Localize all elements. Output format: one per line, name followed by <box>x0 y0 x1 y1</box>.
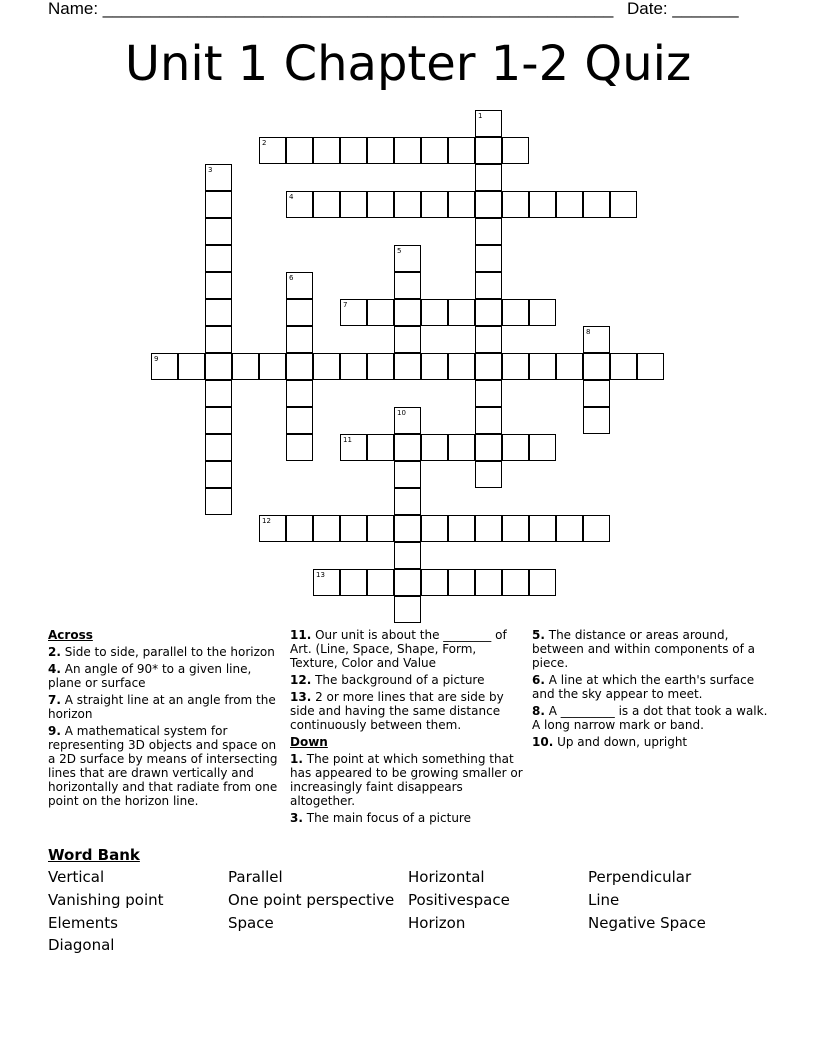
crossword-cell[interactable] <box>421 434 448 461</box>
crossword-cell[interactable] <box>556 353 583 380</box>
crossword-cell[interactable] <box>448 299 475 326</box>
clue-down-10: 10. Up and down, upright <box>532 735 688 749</box>
clue-down-1: 1. The point at which something that has appeared to be growing smaller or increasingly faint disappears altogether. <box>290 752 523 808</box>
crossword-cell[interactable] <box>394 299 421 326</box>
crossword-cell[interactable] <box>421 353 448 380</box>
crossword-cell[interactable] <box>394 407 421 434</box>
clue-number: 2 <box>262 139 267 147</box>
crossword-cell[interactable] <box>313 515 340 542</box>
crossword-cell[interactable] <box>205 380 232 407</box>
crossword-cell[interactable] <box>286 353 313 380</box>
crossword-cell[interactable] <box>394 515 421 542</box>
word-bank-item: Line <box>588 891 620 909</box>
crossword-cell[interactable] <box>448 137 475 164</box>
crossword-cell[interactable] <box>367 299 394 326</box>
word-bank-title: Word Bank <box>48 846 140 864</box>
clue-down-3: 3. The main focus of a picture <box>290 811 471 825</box>
word-bank-item: Perpendicular <box>588 868 692 886</box>
word-bank-item: Vanishing point <box>48 891 164 909</box>
crossword-cell[interactable] <box>286 191 313 218</box>
crossword-cell[interactable] <box>475 353 502 380</box>
crossword-cell[interactable] <box>205 488 232 515</box>
word-bank-item: Space <box>228 914 274 932</box>
crossword-cell[interactable] <box>502 434 529 461</box>
clue-column-3 <box>532 628 768 752</box>
clue-number: 1 <box>478 112 483 120</box>
crossword-cell[interactable] <box>448 191 475 218</box>
crossword-cell[interactable] <box>340 434 367 461</box>
crossword-cell[interactable] <box>475 299 502 326</box>
clue-across-2: 2. Side to side, parallel to the horizon <box>48 645 275 659</box>
word-bank-item: Negative Space <box>588 914 706 932</box>
crossword-cell[interactable] <box>313 191 340 218</box>
crossword-cell[interactable] <box>556 515 583 542</box>
clue-across-13: 13. 2 or more lines that are side by side and having the same distance continuously between them. <box>290 690 504 732</box>
crossword-cell[interactable] <box>475 272 502 299</box>
crossword-cell[interactable] <box>151 353 178 380</box>
crossword-cell[interactable] <box>340 191 367 218</box>
crossword-cell[interactable] <box>502 569 529 596</box>
crossword-cell[interactable] <box>475 191 502 218</box>
crossword-cell[interactable] <box>421 299 448 326</box>
page-title: Unit 1 Chapter 1-2 Quiz <box>124 36 692 92</box>
clue-across-9: 9. A mathematical system for representing 3D objects and space on a 2D surface by means of intersecting lines that are drawn vertically and horizontally and that radiate from one point on the horizon line. <box>48 724 278 808</box>
crossword-cell[interactable] <box>421 569 448 596</box>
crossword-cell[interactable] <box>259 353 286 380</box>
crossword-cell[interactable] <box>475 515 502 542</box>
crossword-cell[interactable] <box>394 488 421 515</box>
crossword-cell[interactable] <box>529 191 556 218</box>
crossword-cell[interactable] <box>448 515 475 542</box>
clue-number: 5 <box>397 247 402 255</box>
crossword-cell[interactable] <box>475 569 502 596</box>
crossword-cell[interactable] <box>286 434 313 461</box>
clue-number: 4 <box>289 193 294 201</box>
crossword-cell[interactable] <box>286 272 313 299</box>
crossword-cell[interactable] <box>286 380 313 407</box>
clue-number: 11 <box>343 436 352 444</box>
date-field[interactable]: Date: _______ <box>627 0 739 18</box>
crossword-cell[interactable] <box>583 326 610 353</box>
crossword-cell[interactable] <box>394 272 421 299</box>
crossword-cell[interactable] <box>529 434 556 461</box>
crossword-cell[interactable] <box>502 515 529 542</box>
crossword-cell[interactable] <box>205 434 232 461</box>
crossword-cell[interactable] <box>340 353 367 380</box>
clue-number: 3 <box>208 166 213 174</box>
crossword-cell[interactable] <box>583 380 610 407</box>
crossword-cell[interactable] <box>583 353 610 380</box>
crossword-cell[interactable] <box>637 353 664 380</box>
crossword-cell[interactable] <box>394 569 421 596</box>
crossword-cell[interactable] <box>394 596 421 623</box>
crossword-cell[interactable] <box>367 434 394 461</box>
crossword-cell[interactable] <box>394 326 421 353</box>
word-bank-item: Elements <box>48 914 118 932</box>
crossword-cell[interactable] <box>529 353 556 380</box>
crossword-cell[interactable] <box>205 407 232 434</box>
crossword-cell[interactable] <box>502 299 529 326</box>
clue-number: 6 <box>289 274 294 282</box>
clue-down-8: 8. A _________ is a dot that took a walk. A long narrow mark or band. <box>532 704 768 732</box>
across-heading: Across <box>48 628 93 642</box>
crossword-cell[interactable] <box>394 137 421 164</box>
crossword-cell[interactable] <box>259 137 286 164</box>
crossword-cell[interactable] <box>313 569 340 596</box>
crossword-cell[interactable] <box>583 407 610 434</box>
crossword-cell[interactable] <box>178 353 205 380</box>
crossword-cell[interactable] <box>394 245 421 272</box>
crossword-cell[interactable] <box>286 515 313 542</box>
name-field[interactable]: Name: ______________________________________________________ <box>48 0 614 18</box>
crossword-cell[interactable] <box>610 353 637 380</box>
crossword-cell[interactable] <box>286 326 313 353</box>
crossword-cell[interactable] <box>340 569 367 596</box>
crossword-cell[interactable] <box>583 191 610 218</box>
word-bank-item: Parallel <box>228 868 283 886</box>
word-bank-item: Vertical <box>48 868 105 886</box>
crossword-cell[interactable] <box>232 353 259 380</box>
crossword-cell[interactable] <box>448 569 475 596</box>
crossword-cell[interactable] <box>205 191 232 218</box>
crossword-cell[interactable] <box>205 272 232 299</box>
clue-down-6: 6. A line at which the earth's surface and the sky appear to meet. <box>532 673 755 701</box>
crossword-cell[interactable] <box>421 191 448 218</box>
clue-across-12: 12. The background of a picture <box>290 673 485 687</box>
clue-across-7: 7. A straight line at an angle from the horizon <box>48 693 276 721</box>
crossword-cell[interactable] <box>340 299 367 326</box>
crossword-cell[interactable] <box>286 299 313 326</box>
crossword-cell[interactable] <box>475 218 502 245</box>
crossword-cell[interactable] <box>475 164 502 191</box>
crossword-cell[interactable] <box>205 245 232 272</box>
crossword-cell[interactable] <box>367 569 394 596</box>
crossword-cell[interactable] <box>448 353 475 380</box>
crossword-cell[interactable] <box>529 569 556 596</box>
crossword-cell[interactable] <box>475 380 502 407</box>
crossword-cell[interactable] <box>475 137 502 164</box>
crossword-cell[interactable] <box>502 191 529 218</box>
word-bank-item: Horizontal <box>408 868 485 886</box>
crossword-cell[interactable] <box>259 515 286 542</box>
crossword-cell[interactable] <box>394 191 421 218</box>
crossword-cell[interactable] <box>286 407 313 434</box>
clue-number: 8 <box>586 328 591 336</box>
crossword-cell[interactable] <box>421 515 448 542</box>
crossword-cell[interactable] <box>475 407 502 434</box>
crossword-cell[interactable] <box>205 326 232 353</box>
crossword-cell[interactable] <box>448 434 475 461</box>
crossword-cell[interactable] <box>556 191 583 218</box>
down-heading: Down <box>290 735 328 749</box>
clue-number: 12 <box>262 517 271 525</box>
crossword-cell[interactable] <box>205 461 232 488</box>
clue-number: 9 <box>154 355 159 363</box>
word-bank-item: Positivespace <box>408 891 510 909</box>
clue-across-11: 11. Our unit is about the ________ of Art. (Line, Space, Shape, Form, Texture, Color and Value <box>290 628 507 670</box>
clue-column-1 <box>48 628 284 811</box>
crossword-cell[interactable] <box>340 137 367 164</box>
word-bank-item: One point perspective <box>228 891 395 909</box>
crossword-cell[interactable] <box>394 353 421 380</box>
clue-down-5: 5. The distance or areas around, between and within components of a piece. <box>532 628 755 670</box>
crossword-cell[interactable] <box>475 245 502 272</box>
crossword-cell[interactable] <box>475 110 502 137</box>
crossword-cell[interactable] <box>205 299 232 326</box>
crossword-cell[interactable] <box>583 515 610 542</box>
crossword-cell[interactable] <box>394 542 421 569</box>
crossword-cell[interactable] <box>367 191 394 218</box>
crossword-cell[interactable] <box>475 461 502 488</box>
word-bank-item: Horizon <box>408 914 466 932</box>
crossword-cell[interactable] <box>205 353 232 380</box>
crossword-cell[interactable] <box>286 137 313 164</box>
crossword-cell[interactable] <box>367 353 394 380</box>
crossword-cell[interactable] <box>502 353 529 380</box>
crossword-cell[interactable] <box>421 137 448 164</box>
crossword-cell[interactable] <box>313 137 340 164</box>
clue-column-2 <box>290 628 526 828</box>
clue-number: 7 <box>343 301 348 309</box>
crossword-cell[interactable] <box>394 434 421 461</box>
word-bank-item: Diagonal <box>48 936 115 954</box>
crossword-cell[interactable] <box>205 164 232 191</box>
clue-across-4: 4. An angle of 90* to a given line, plane or surface <box>48 662 252 690</box>
crossword-cell[interactable] <box>610 191 637 218</box>
clue-number: 13 <box>316 571 325 579</box>
clue-number: 10 <box>397 409 406 417</box>
crossword-cell[interactable] <box>205 218 232 245</box>
crossword-cell[interactable] <box>394 461 421 488</box>
crossword-cell[interactable] <box>475 434 502 461</box>
crossword-cell[interactable] <box>313 353 340 380</box>
crossword-cell[interactable] <box>502 137 529 164</box>
crossword-cell[interactable] <box>529 299 556 326</box>
crossword-cell[interactable] <box>475 326 502 353</box>
crossword-cell[interactable] <box>340 515 367 542</box>
crossword-cell[interactable] <box>529 515 556 542</box>
crossword-cell[interactable] <box>367 137 394 164</box>
crossword-cell[interactable] <box>367 515 394 542</box>
